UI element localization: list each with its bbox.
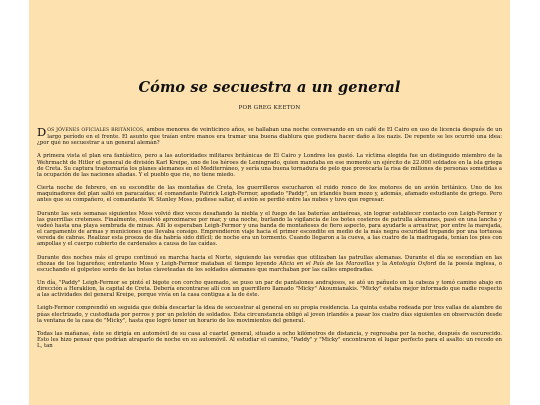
book-title-antologia: Antología Oxford [389,260,437,267]
paragraph-5-text-a: Durante dos noches más el grupo continuó su marcha hacia el Norte, siguiendo las veredas que utilizaban las patrullas alemanas. Durante el día se escondían en las chozas de los lugareños; entretanto Moss y Leigh-Fermor mataban el tiempo leyendo [37,254,502,267]
paragraph-2: A primera vista el plan era fantástico, pero a las autoridades militares británicas de El Cairo y Londres les gustó. La víctima elegida fue un distinguido miembro de la Wehrmacht de Hitler el general de división Karl Kreipe, uno de los héroes de Leningrado, quien mandaba en ese momento un ejército de 22.000 soldados en la isla griega de Creta. Su captura trastornaría los planes alemanes en el Mediterráneo, y sería una buena tornadura de pelo que provocaría la risa de millones de personas sometidas a la ocupación de las naciones aliadas. Y el pueblo que rie, no tiene miedo. [37,153,502,178]
article-byline: POR GREG KEETON [238,105,301,111]
article-page [29,0,510,405]
paragraph-4: Durante las seis semanas siguientes Moss volvió diez veces desafiando la niebla y el fuego de las baterías antiaéreas, sin lograr establecer contacto con Leigh-Fermor y las guerrillas cretenses. Finalmente, resolvió aproximarse por mar, y una noche, burlando la vigilancia de los botes costeros de patrulla alemanes, pasó en una lancha y vadeó hasta una playa sembrada de minas. Allí lo esperaban Leigh-Fermor y una banda de montañeses de fiero aspecto, para ayudarle a arrastrar, por entre la marejada, el cargamento de armas y municiones que llevaba consigo. Emprendieron viaje hacia el primer escondite en medio de la más negra oscuridad trepando por una tortuosa vereda de cabras. Realizar esta proeza de día habría sido difícil; de noche era un tormento. Cuando llegaron a la cueva, a las cuatro de la madrugada, tenían los pies con ampollas y el cuerpo cubierto de cardenales a causa de las caídas. [37,210,502,248]
paragraph-1 [37,127,502,146]
paragraph-8: Todas las mañanas, éste se dirigía en automóvil de su casa al cuartel general, situado a ocho kilómetros de distancia, y regresaba por la noche, después de oscurecido. Esto les hizo pensar que podrían atraparlo de noche en su automóvil. Al estudiar el camino, "Paddy" y "Micky" encontraron el lugar perfecto para el asalto: un recodo en L, tan [37,330,502,350]
opening-smallcaps: OS JÓVENES OFICIALES BRITÁNICOS, [47,128,145,133]
paragraph-6: Un día, "Paddy" Leigh-Fermor se pintó el bigote con corcho quemado, se puso un par de pantalones andrajosos, se ató un pañuelo en la cabeza y tomó camino abajo en dirección a Heraklion, la capital de Creta. Debería encontrarse allí con un guerrillero llamado "Micky" Akoumianakis. "Micky" estaba mejor informado que nadie respecto a las actividades del general Kreipe, porque vivía en la casa contigua a la de éste. [37,279,502,299]
article-body [37,127,502,349]
paragraph-5 [37,255,502,273]
paragraph-1-text: ambos menores de veinticinco años, se hallaban una noche conversando en un café de El Cairo en uso de licencia después de un largo período en el frente. El asunto que traían entre manos era tramar una buena diablura que pudiera hacer daño a los nazis. De repente se les ocurrió una idea: ¿por qué no secuestrar a un general alemán? [37,127,503,147]
paragraph-5-text-b: y la [374,260,390,267]
article-title: Cómo se secuestra a un general [138,79,401,96]
paragraph-7: Leigh-Fermor comprendió en seguida que debía descartar la idea de secuestrar al general en su propia residencia. La quinta estaba rodeada por tres vallas de alambre de púas electrizado, y custodiada por perros y por un pelotón de soldados. Esta circunstancia obligó al joven irlandés a pasar los cuatro días siguientes en observación desde la ventana de la casa de "Micky", hasta que logró tener un horario de los movimientos del general. [37,305,502,324]
paragraph-5-text-c: de la poesía inglesa, o escuchando el golpeteo sordo de las botas claveteadas de los soldados alemanes que marchaban por las calles empedradas. [37,260,502,273]
drop-cap: D [37,125,47,139]
book-title-alicia: Alicia en el País de las Maravillas [279,260,375,267]
paragraph-3: Cierta noche de febrero, en su escondite de las montañas de Creta, los guerrilleros escucharon el ruido ronco de los motores de un avión británico. Uno de los maquinadores del plan saltó en paracaídas; el comandante Patrick Leigh-Fermor, apodado "Paddy", un irlandés buen mozo y, además, afamado estudiante de griego. Pero antes que su compañero, el comandante W. Stanley Moss, pudiese saltar, el avión se perdió entre las nubes y tuvo que regresar. [37,185,502,204]
